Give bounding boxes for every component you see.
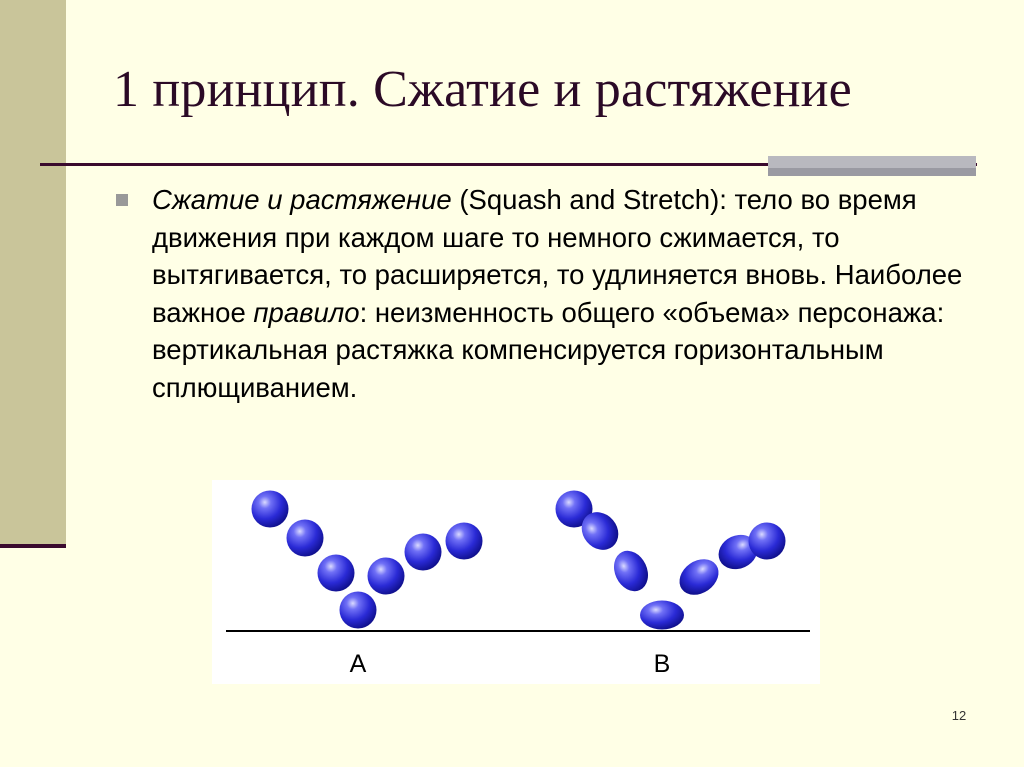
- label-b: B: [653, 650, 671, 678]
- bullet-text: [152, 181, 982, 406]
- bullet-text-part2: : неизменность общего «объема» персонажа: вертикальная растяжка компенсируется горизонтальным сплющиванием.: [152, 296, 945, 403]
- left-decor-band: [0, 0, 66, 545]
- page-number: 12: [951, 708, 967, 723]
- ball-a-6: [405, 534, 442, 571]
- sequence-a: [252, 491, 483, 629]
- ball-a-5: [368, 558, 405, 595]
- bullet-text-part1: (Squash and Stretch): тело во время движения при каждом шаге то немного сжимается, то вытягивается, то расширяется, то удлиняется вновь. Наиболее важное: [152, 184, 963, 328]
- ball-b-7: [749, 523, 786, 560]
- slide-title: 1 принцип. Сжатие и растяжение: [113, 61, 852, 118]
- left-band-underline: [0, 544, 66, 548]
- squash-stretch-figure: [212, 480, 820, 684]
- ball-a-3: [318, 555, 355, 592]
- ball-b-3: [608, 545, 655, 597]
- bullet-rule-word: правило: [253, 296, 360, 328]
- ball-a-1: [252, 491, 289, 528]
- ball-a-7: [446, 523, 483, 560]
- bullet-term: Сжатие и растяжение: [152, 184, 452, 215]
- label-a: A: [349, 650, 367, 678]
- ball-b-4: [640, 601, 684, 630]
- ball-b-5: [673, 552, 726, 602]
- ball-a-2: [287, 520, 324, 557]
- bullet-square-icon: [116, 194, 128, 206]
- sequence-b: [556, 491, 786, 630]
- bouncing-balls-diagram: [212, 480, 820, 684]
- ball-a-4: [340, 592, 377, 629]
- title-accent-bar-shade: [768, 168, 976, 176]
